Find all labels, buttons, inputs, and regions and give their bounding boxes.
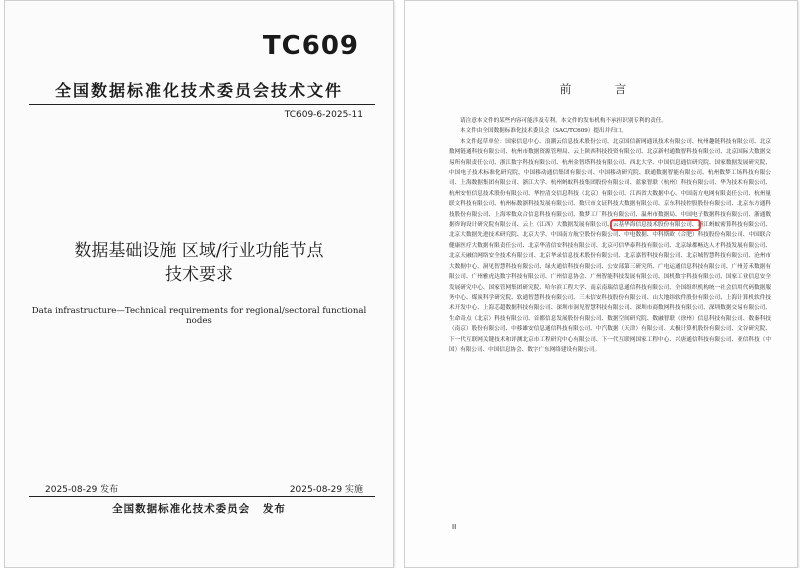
publish-date: 2025-08-29 发布 xyxy=(45,485,119,495)
chinese-title-line-2: 技术要求 xyxy=(165,265,233,285)
chinese-title-line-1: 数据基础设施 区域/行业功能节点 xyxy=(74,241,324,261)
document-number: TC609-6-2025-11 xyxy=(284,110,363,120)
issuer: 全国数据标准化技术委员会 发布 xyxy=(112,503,286,515)
cover-page xyxy=(4,0,394,568)
implementation-date: 2025-08-29 实施 xyxy=(289,485,363,495)
english-title: Data infrastructure—Technical requirements for regional/sectoral functional nodes xyxy=(31,306,367,326)
foreword-page xyxy=(404,0,798,568)
page-number: II xyxy=(452,523,457,531)
foreword-body xyxy=(449,116,771,355)
chinese-title xyxy=(5,239,393,287)
drafting-units-part-2: 浙江蚂蚁密算科技有限公司、北京大数据先进技术研究院、北京大学、中国南方航空股份有限公司、中电数据、中科斯欧（合肥）科技股份有限公司、中国联合健康医疗大数据有限责任公司、北京华清信安科技有限公司、北京可信华泰科技有限公司、北京绿都畅达人才科技发展有限公司、北京天融信网络安全技术有限公司、北京华录信息技术股份有限公司、北京嘉智科技有限公司、北京城智慧科技有限公司、沧州市大数据中心、洞见智慧科技有限公司、绿火通信科技有限公司、公安部第三研究所、广电运通信息科技有限公司、广州芳禾数据有限公司、广州雅虎达数字科技有限公司、广州信息协会、广州智能科技发展有限公司、国机数字科技有限公司、国家工业信息安全发展研究中心、国家管网集团研究院、哈尔滨工程大学、南京南瑞信息通信科技有限公司、全国组织机构统一社会信用代码数据服务中心、煤炭科学研究院、软通智慧科技有限公司、三未信安科技股份有限公司、山大地纬软件股份有限公司、上海计算机软件技术开发中心、上海芯超数据科技有限公司、深圳市洞见智慧科技有限公司、深圳市商数网科技有限公司、深圳数据交易有限公司、生命奇点（北京）科技有限公司、首都信息发展股份有限公司、数据空间研究院、数融智联（徐州）信息科技有限公司、数秦科技（南京）股份有限公司、中移雄安信息通信科技有限公司、中汽数据（天津）有限公司、太极计算机股份有限公司、文谷研究院、下一代互联网关键技术和评测北京市工程研究中心有限公司、下一代互联网国家工程中心、兴唐通信科技有限公司、亚信科技（中国）有限公司、中国信息协会、数字广东网络建设有限公司。 xyxy=(449,222,771,353)
standard-code: TC609 xyxy=(262,31,359,61)
foreword-heading: 前 言 xyxy=(559,82,643,96)
proposal-statement: 本文件由全国数据标准化技术委员会（SAC/TC609）提出并归口。 xyxy=(460,128,627,135)
footer-rule xyxy=(29,496,375,497)
drafting-units xyxy=(449,137,771,356)
patent-notice: 请注意本文件的某些内容可能涉及专利。本文件的发布机构不承担识别专利的责任。 xyxy=(460,118,667,124)
committee-header: 全国数据标准化技术委员会技术文件 xyxy=(54,81,343,100)
highlighted-drafting-unit: 云基华海信息技术股份有限公司、 xyxy=(612,222,698,229)
header-rule xyxy=(29,104,375,105)
drafting-units-part-1: 本文件起草单位：国家信息中心、浪潮云信息技术股份公司、北京国信新网通讯技术有限公司、杭州趣链科技有限公司、北京数网链通科技有限公司、杭州市数据资源管理局、云上陕西科技投资有限公司、北京新村通数智科技有限公司、北京国际大数据交易所有限责任公司、浙江数字科技有限公司、杭州金智塔科技有限公司、西北大学、中国信息通信研究院、国家数据发展研究院、中国电子技术标准化研究院、中国移动通信集团有限公司、中国移动研究院、联通数据智能有限公司、杭州数梦工场科技有限公司、上海数据集团有限公司、浙江大学、杭州蚂蚁科技集团股份有限公司、蓝象智联（杭州）科技有限公司、华为技术有限公司、杭州安恒信息技术股份有限公司、华控清交信息科技（北京）有限公司、江西省大数据中心、中国南方电网有限责任公司、杭州量联文科技有限公司、杭州标数浙科技发展有限公司、数只市文证科技大数据有限公司、京东科技控股股份有限公司、北京东方通科技股份有限公司、上海零数众合信息科技有限公司、数梦工厂科技有限公司、温州市数据局、中国电子数据科技有限公司、浙通数据咨询设计研究院有限公司、云上（江西）大数据发展有限公司、 xyxy=(449,138,771,229)
